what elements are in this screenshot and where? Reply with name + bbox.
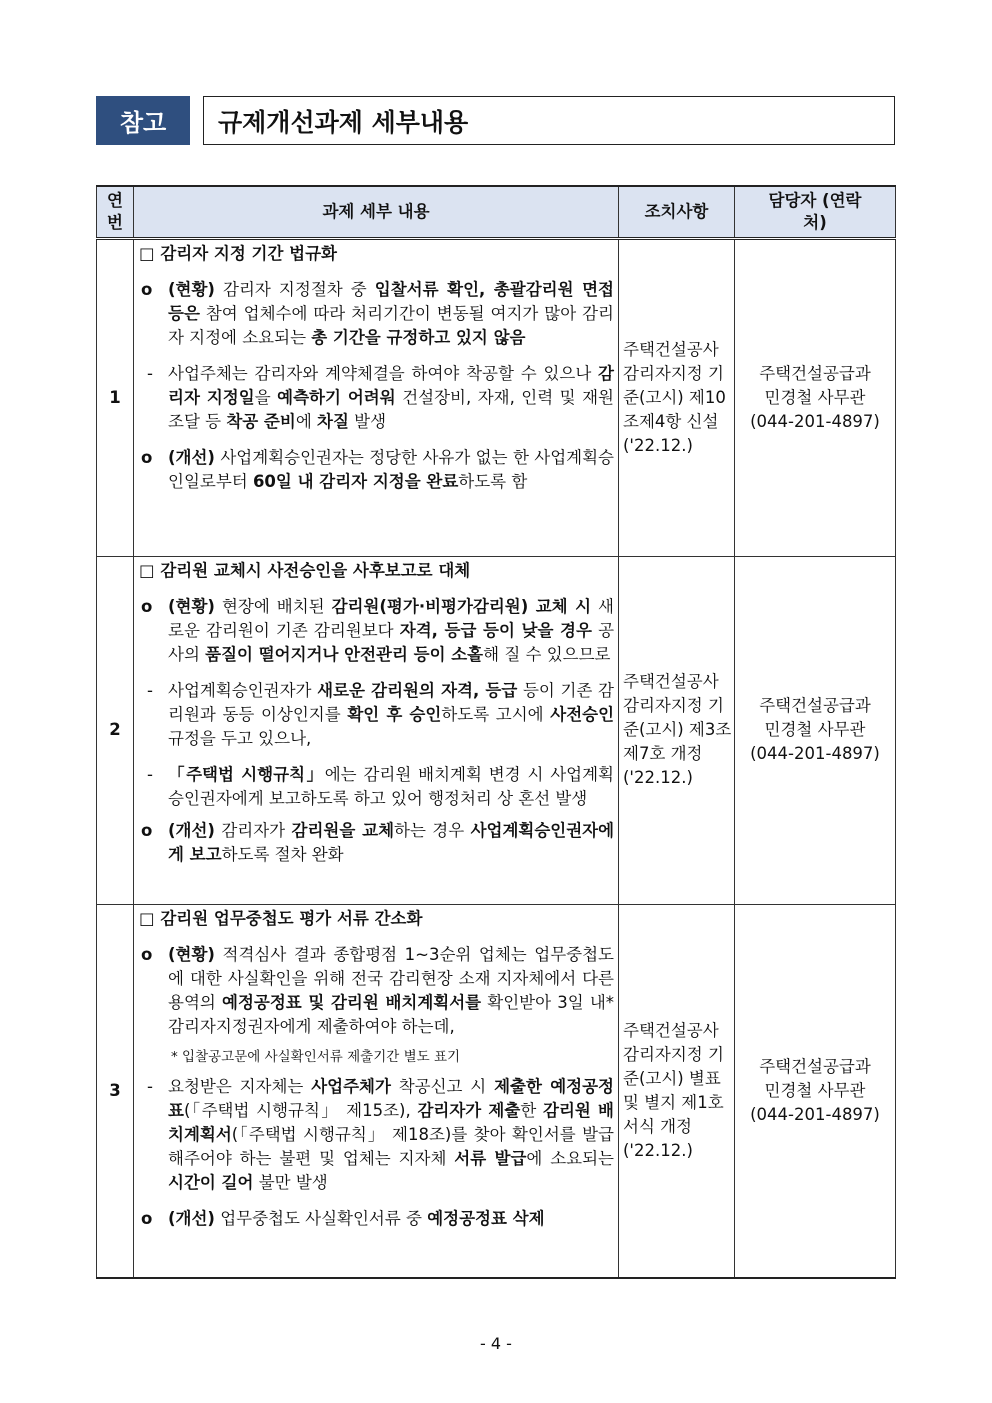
- emphasis-text: 감리자가 제출: [417, 1100, 521, 1120]
- row-content: [134, 904, 619, 1278]
- regulation-table: [96, 185, 896, 1279]
- body-text: 해 질 수 있으므로: [483, 644, 611, 664]
- body-text: (「주택법 시행규칙」 제15조),: [183, 1100, 418, 1120]
- body-text: 불만 발생: [253, 1172, 328, 1192]
- body-text: 사업계획승인권자는 정당한 사유가 없는 한 사업계획승인일로부터: [168, 447, 614, 491]
- body-text: 사업주체는 감리자와 계약체결을 하여야 착공할 수 있으나: [168, 363, 599, 383]
- dash-bullet-icon: -: [147, 680, 153, 700]
- page-number: - 4 -: [480, 1334, 512, 1353]
- action-cell: 주택건설공사 감리자지정 기준(고시) 별표 및 별지 제1호서식 개정('22.12.): [619, 904, 735, 1278]
- emphasis-text: (현황): [168, 279, 215, 299]
- action-cell: 주택건설공사 감리자지정 기준(고시) 제10조제4항 신설('22.12.): [619, 238, 735, 556]
- improvement-paragraph: [139, 446, 614, 494]
- manager-department: 주택건설공급과: [759, 1056, 871, 1076]
- row-number: 3: [97, 904, 134, 1278]
- body-text: 확인받아 3일 내* 감리자지정권자에게 제출하여야 하는데,: [168, 992, 615, 1036]
- body-text: 착공신고 시: [390, 1076, 495, 1096]
- body-text: 하도록 고시에: [441, 704, 551, 724]
- body-text: 요청받은 지자체는: [168, 1076, 312, 1096]
- col-header-content: 과제 세부 내용: [134, 186, 619, 238]
- emphasis-text: 60일 내 감리자 지정을 완료: [252, 471, 459, 491]
- body-text: 에 소요되는: [526, 1148, 614, 1168]
- body-text: 새로운 감리원이 기존 감리원보다: [168, 596, 614, 640]
- emphasis-text: 감리원 배치계획서: [168, 1100, 614, 1144]
- emphasis-text: 입찰서류 확인, 총괄감리원 면접 등은: [168, 279, 614, 323]
- emphasis-text: (개선): [168, 820, 215, 840]
- body-text: 에: [295, 411, 318, 431]
- body-text: (「주택법 시행규칙」 제18조)를 찾아 확인서를 발급해주어야 하는 불편 및 업체는 지자체: [168, 1124, 614, 1168]
- emphasis-text: 새로운 감리원의 자격, 등급: [317, 680, 518, 700]
- body-text: 을: [254, 387, 278, 407]
- detail-paragraph: [139, 362, 614, 434]
- body-text: 하도록 함: [458, 471, 528, 491]
- body-text: 한: [520, 1100, 543, 1120]
- emphasis-text: 예정공정표 삭제: [427, 1208, 545, 1228]
- emphasis-text: 차질: [317, 411, 349, 431]
- circle-bullet-icon: o: [141, 596, 153, 616]
- circle-bullet-icon: o: [141, 447, 153, 467]
- col-header-action: 조치사항: [619, 186, 735, 238]
- manager-cell: [735, 238, 896, 556]
- action-cell: 주택건설공사 감리자지정 기준(고시) 제3조제7호 개정('22.12.): [619, 556, 735, 904]
- body-text: 참여 업체수에 따라 처리기간이 변동될 여지가 많아 감리자 지정에 소요되는: [168, 303, 614, 347]
- body-text: * 입찰공고문에 사실확인서류 제출기간 별도 표기: [171, 1048, 461, 1065]
- col-header-manager: 담당자 (연락처): [735, 186, 896, 238]
- table-row: [97, 556, 896, 904]
- improvement-paragraph: [139, 819, 614, 867]
- body-text: 발생: [348, 411, 387, 431]
- body-text: 에는 감리원 배치계획 변경 시 사업계획승인권자에게 보고하도록 하고 있어 행정처리 상 혼선 발생: [168, 764, 614, 808]
- manager-name: 민경철 사무관: [764, 387, 866, 407]
- body-text: 건설장비, 자재, 인력 및 재원조달 등: [168, 387, 614, 431]
- page-title: 규제개선과제 세부내용: [203, 96, 895, 145]
- status-paragraph: [139, 943, 614, 1039]
- manager-phone: (044-201-4897): [750, 411, 880, 431]
- dash-bullet-icon: -: [147, 1076, 153, 1096]
- body-text: 하는 경우: [394, 820, 471, 840]
- body-text: 적격심사 결과 종합평점 1~3순위 업체는 업무중첩도에 대한 사실확인을 위해 전국 감리현장 소재 지자체에서 다른 용역의: [168, 944, 614, 1012]
- table-row: [97, 904, 896, 1278]
- emphasis-text: 감리자 지정일: [168, 363, 614, 407]
- circle-bullet-icon: o: [141, 279, 153, 299]
- emphasis-text: (현황): [168, 944, 215, 964]
- emphasis-text: 예정공정표 및 감리원 배치계획서를: [222, 992, 482, 1012]
- emphasis-text: (개선): [168, 1208, 215, 1228]
- manager-name: 민경철 사무관: [764, 720, 866, 739]
- emphasis-text: 사전승인: [550, 704, 615, 724]
- manager-department: 주택건설공급과: [759, 696, 871, 715]
- manager-department: 주택건설공급과: [759, 363, 871, 383]
- emphasis-text: 사업주체가: [311, 1076, 391, 1096]
- emphasis-text: 총 기간을 규정하고 있지 않음: [311, 327, 526, 347]
- manager-name: 민경철 사무관: [764, 1080, 866, 1100]
- body-text: 하도록 절차 완화: [221, 844, 344, 864]
- table-row: [97, 238, 896, 556]
- status-paragraph: [139, 595, 614, 667]
- row-number: 1: [97, 238, 134, 556]
- emphasis-text: 사업계획승인권자에게 보고: [168, 820, 615, 864]
- dash-bullet-icon: -: [147, 764, 153, 784]
- reference-badge: 참고: [96, 96, 190, 145]
- emphasis-text: 확인 후 승인: [347, 704, 442, 724]
- row-content: [134, 556, 619, 904]
- circle-bullet-icon: o: [141, 1208, 153, 1228]
- emphasis-text: 서류 발급: [454, 1148, 527, 1168]
- circle-bullet-icon: o: [141, 820, 153, 840]
- body-text: 사업계획승인권자가: [168, 680, 318, 700]
- emphasis-text: 품질이 떨어지거나 안전관리 등이 소홀: [205, 644, 484, 664]
- dash-bullet-icon: -: [147, 363, 153, 383]
- item-title: □ 감리원 업무중첩도 평가 서류 간소화: [139, 908, 423, 928]
- body-text: 현장에 배치된: [214, 596, 332, 616]
- manager-phone: (044-201-4897): [750, 744, 880, 763]
- improvement-paragraph: [139, 1207, 614, 1231]
- manager-cell: [735, 904, 896, 1278]
- emphasis-text: 감리원(평가·비평가감리원) 교체 시: [331, 596, 592, 616]
- status-paragraph: [139, 278, 614, 350]
- detail-paragraph: [139, 679, 614, 751]
- emphasis-text: 예측하기 어려워: [277, 387, 396, 407]
- body-text: 공사의: [168, 620, 615, 664]
- manager-cell: [735, 556, 896, 904]
- manager-phone: (044-201-4897): [750, 1104, 880, 1124]
- emphasis-text: 착공 준비: [226, 411, 296, 431]
- emphasis-text: 「주택법 시행규칙」: [168, 764, 325, 784]
- footnote: [139, 1045, 614, 1069]
- detail-paragraph: [139, 1075, 614, 1195]
- emphasis-text: (현황): [168, 596, 215, 616]
- body-text: 감리자가: [214, 820, 292, 840]
- col-header-number: 연번: [97, 186, 134, 238]
- emphasis-text: 감리원을 교체: [291, 820, 395, 840]
- body-text: 규정을 두고 있으나,: [168, 728, 312, 748]
- circle-bullet-icon: o: [141, 944, 153, 964]
- item-title: □ 감리자 지정 기간 법규화: [139, 243, 337, 263]
- body-text: 감리자 지정절차 중: [214, 279, 375, 299]
- row-number: 2: [97, 556, 134, 904]
- detail-paragraph: [139, 763, 614, 811]
- emphasis-text: (개선): [168, 447, 215, 467]
- emphasis-text: 자격, 등급 등이 낮을 경우: [399, 620, 592, 640]
- row-content: [134, 238, 619, 556]
- body-text: 업무중첩도 사실확인서류 중: [214, 1208, 428, 1228]
- emphasis-text: 제출한 예정공정표: [168, 1076, 614, 1120]
- body-text: 등이 기존 감리원과 동등 이상인지를: [168, 680, 614, 724]
- item-title: □ 감리원 교체시 사전승인을 사후보고로 대체: [139, 560, 471, 580]
- table-header-row: [97, 186, 896, 238]
- emphasis-text: 시간이 길어: [168, 1172, 254, 1192]
